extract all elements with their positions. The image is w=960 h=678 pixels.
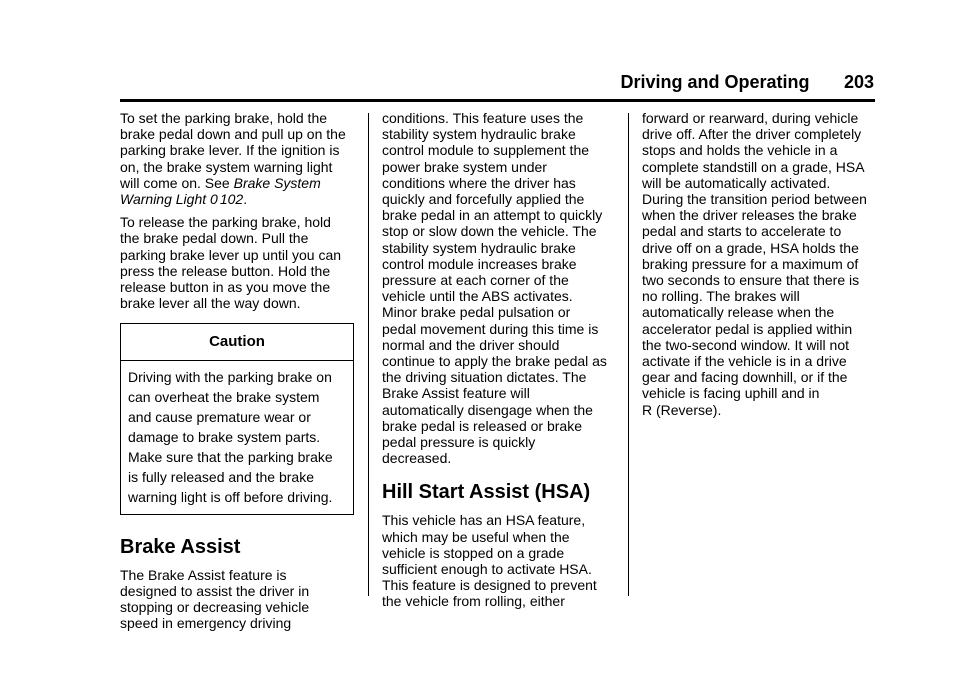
column-divider <box>628 113 629 596</box>
brake-assist-paragraph: The Brake Assist feature is designed to assist the driver in stopping or decreasing vehicle speed in emergency driving <box>120 566 310 632</box>
column-1 <box>120 110 358 638</box>
paragraph-text: To set the parking brake, hold the brake pedal down and pull up on the parking brake lever. If the ignition is on, the brake system warning light will come on. See <box>120 110 346 191</box>
page-header <box>620 72 874 96</box>
parking-brake-set-paragraph <box>120 110 358 207</box>
page-ref-number[interactable]: 102 <box>219 191 244 208</box>
brake-assist-heading: Brake Assist <box>120 535 241 558</box>
column-divider <box>368 113 369 596</box>
caution-title: Caution <box>121 324 353 360</box>
caution-box <box>120 323 354 514</box>
parking-brake-release-paragraph: To release the parking brake, hold the brake pedal down. Pull the parking brake lever up until you can press the release button. Hold the release button in as you move the brake lever all the way down. <box>120 214 342 312</box>
hill-start-assist-heading: Hill Start Assist (HSA) <box>382 481 591 504</box>
section-title: Driving and Operating <box>620 72 810 92</box>
column-3 <box>642 110 882 425</box>
page-ref-icon: 0 <box>210 191 218 208</box>
hsa-continued-paragraph: forward or rearward, during vehicle drive off. After the driver completely stops and holds the vehicle in a complete standstill on a grade, HSA will be automatically activated. During the transition period between when the driver releases the brake pedal and starts to accelerate to drive off on a grade, HSA holds the braking pressure for a maximum of two seconds to ensure that there is no rolling. The brakes will automatically release when the accelerator pedal is applied within the two-second window. It will not activate if the vehicle is in a drive gear and facing downhill, or if the vehicle is facing uphill and in R (Reverse). <box>642 110 867 418</box>
paragraph-end: . <box>243 191 248 208</box>
caution-text: Driving with the parking brake on can overheat the brake system and cause premature wear or damage to brake system parts. Make sure that the parking brake is fully released and the brake warning light is off before driving. <box>128 368 333 505</box>
brake-assist-continued-paragraph: conditions. This feature uses the stability system hydraulic brake control module to supplement the power brake system under conditions where the driver has quickly and forcefully applied the brake pedal in an attempt to quickly stop or slow down the vehicle. The stability system hydraulic brake control module increases brake pressure at each corner of the vehicle until the ABS activates. Minor brake pedal pulsation or pedal movement during this time is normal and the driver should continue to apply the brake pedal as the driving situation dictates. The Brake Assist feature will automatically disengage when the brake pedal is released or brake pedal pressure is quickly decreased. <box>382 110 607 467</box>
page-number: 203 <box>843 72 874 92</box>
brake-warning-light-link[interactable]: Brake System Warning Light <box>120 174 321 208</box>
header-rule <box>120 99 875 102</box>
column-2 <box>382 110 622 617</box>
hsa-paragraph: This vehicle has an HSA feature, which may be useful when the vehicle is stopped on a grade sufficient enough to activate HSA. This feature is designed to prevent the vehicle from rolling, either <box>382 512 597 610</box>
